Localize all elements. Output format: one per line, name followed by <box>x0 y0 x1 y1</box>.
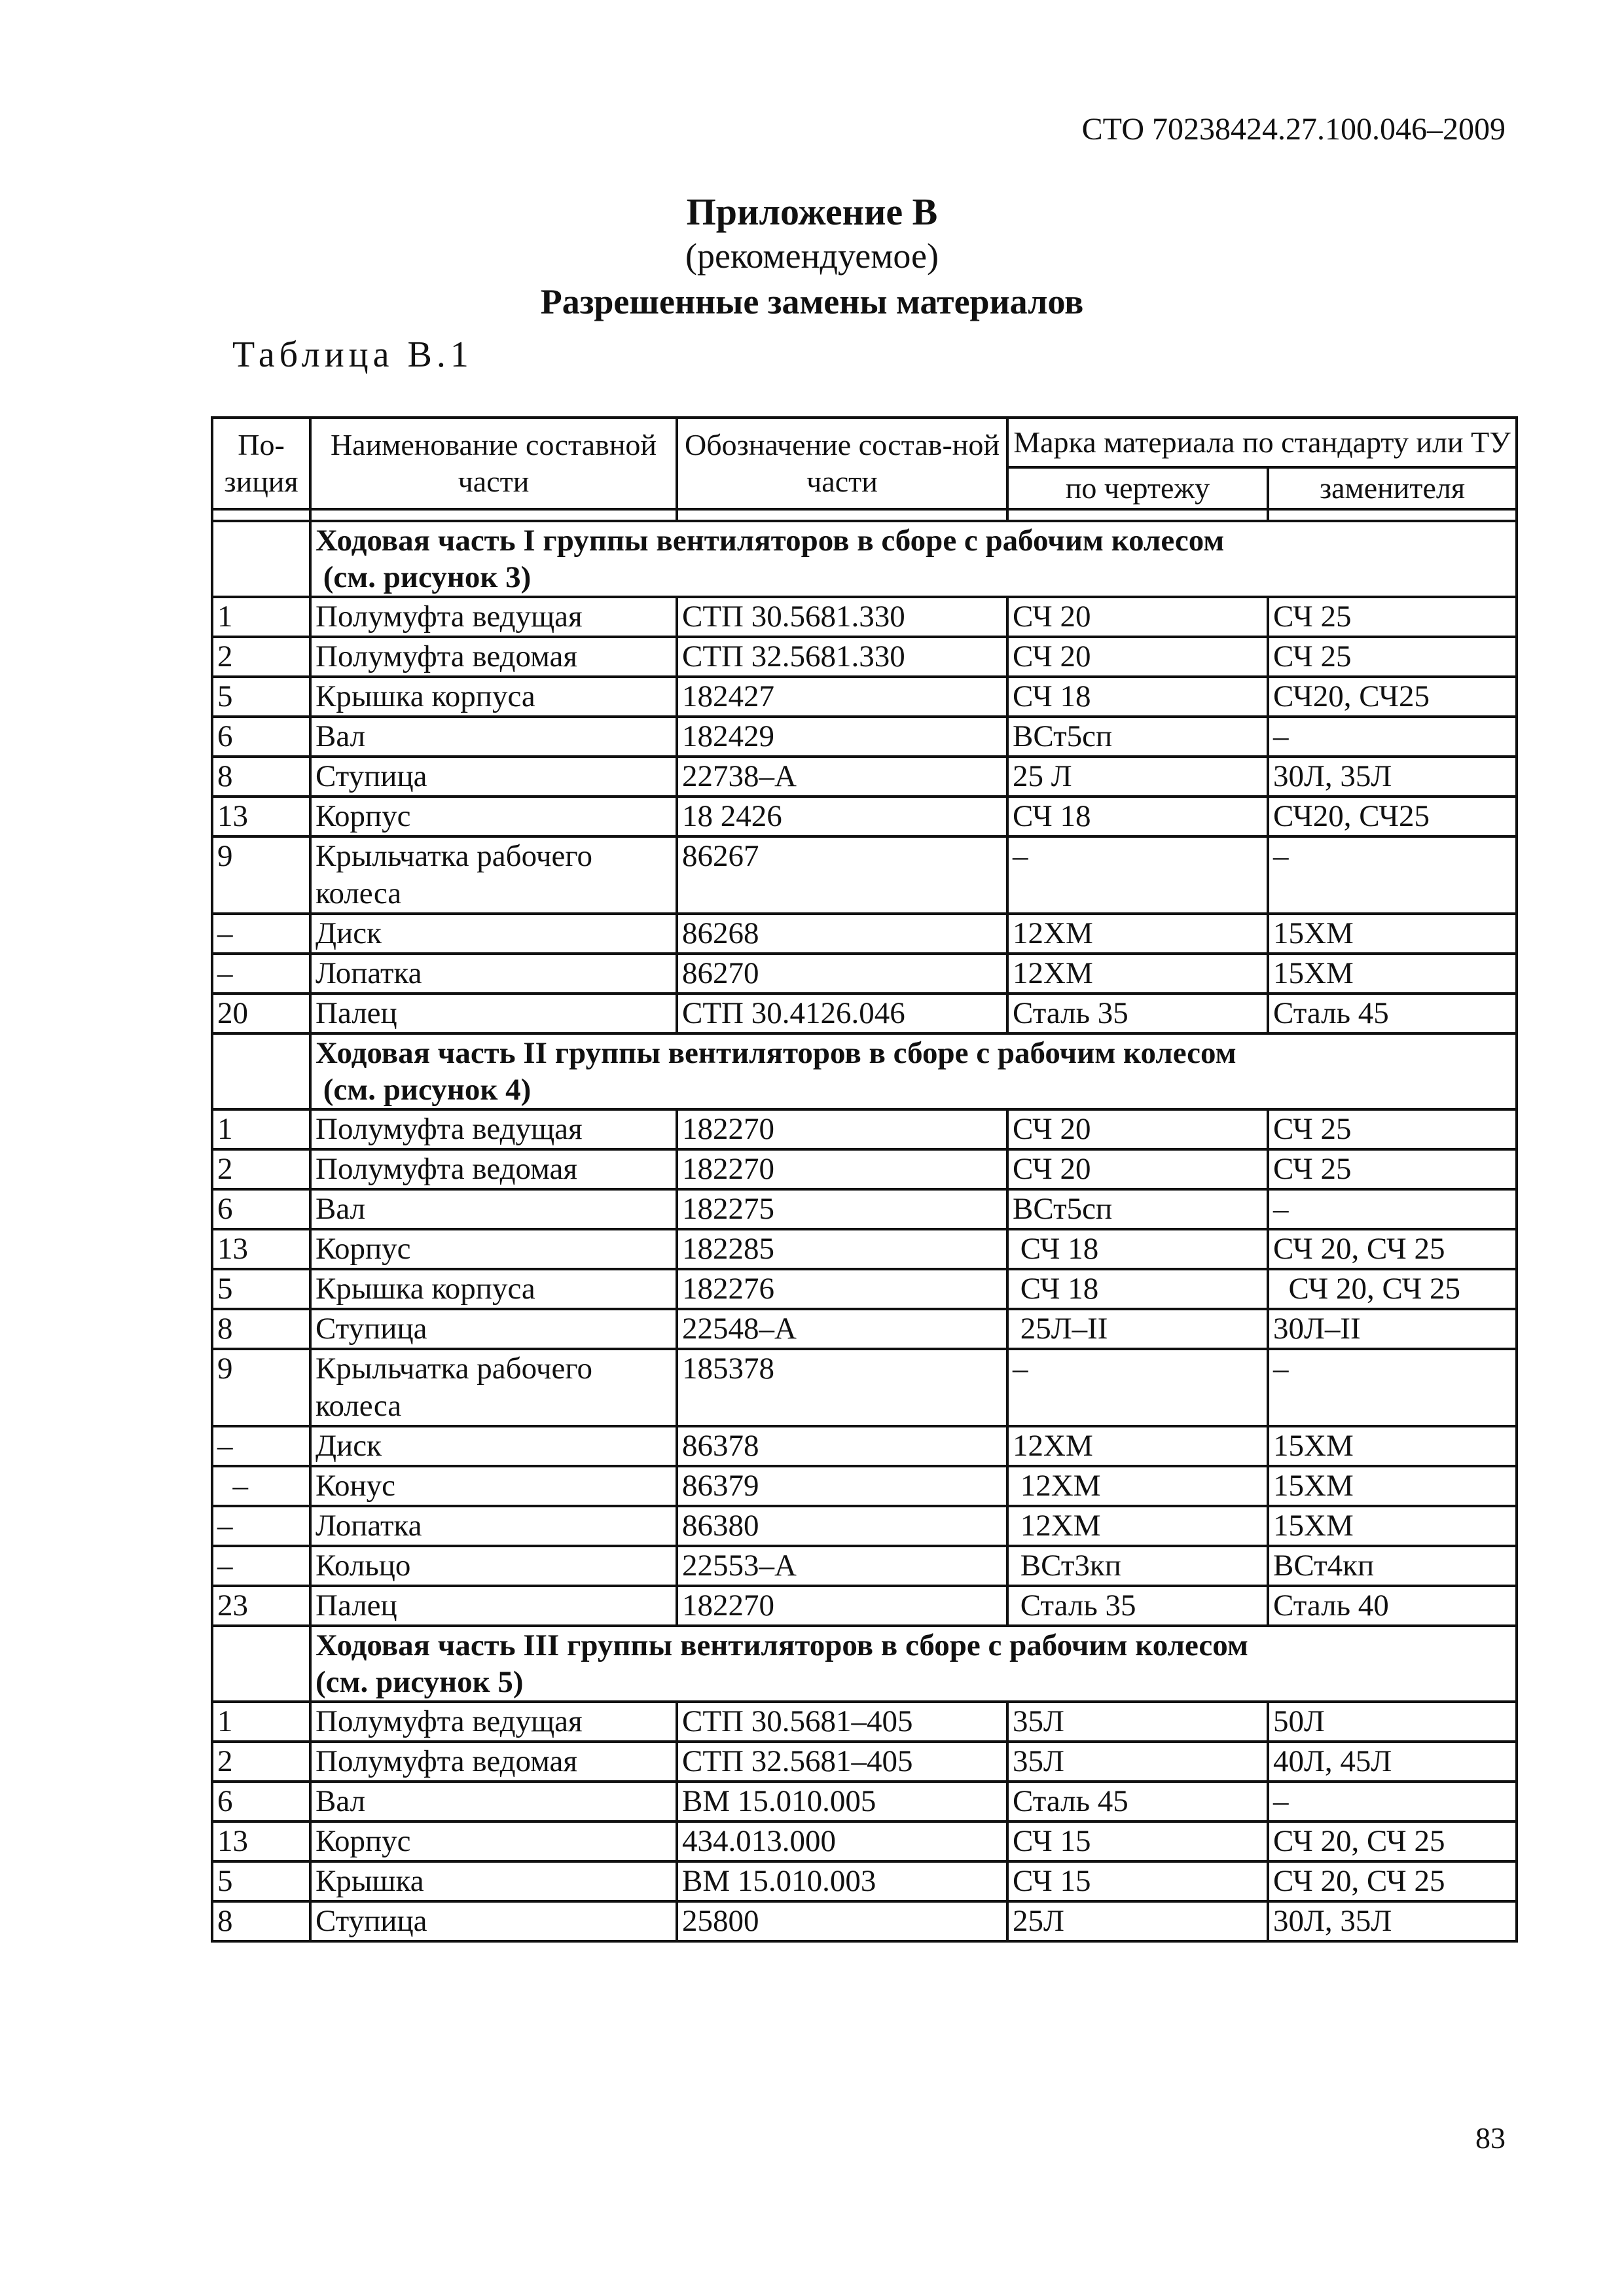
cell-material-substitute: – <box>1268 717 1517 757</box>
table-row <box>212 1782 1517 1821</box>
cell-material-substitute: 30Л, 35Л <box>1268 1901 1517 1941</box>
table-row <box>212 1702 1517 1742</box>
table-row <box>212 994 1517 1033</box>
group-header-row <box>212 1626 1517 1702</box>
table-row <box>212 797 1517 836</box>
cell-material-per-drawing: Сталь 45 <box>1007 1782 1268 1821</box>
document-code: СТО 70238424.27.100.046–2009 <box>1081 112 1506 147</box>
cell-material-substitute: СЧ 25 <box>1268 637 1517 677</box>
group-header-row <box>212 521 1517 597</box>
header-separator <box>212 509 1517 521</box>
cell-part-name: Лопатка <box>310 1506 677 1546</box>
cell-part-name: Кольцо <box>310 1546 677 1586</box>
table-row <box>212 836 1517 914</box>
table-row <box>212 1189 1517 1229</box>
cell-part-name: Полумуфта ведомая <box>310 637 677 677</box>
cell-position: – <box>212 954 310 994</box>
table-row <box>212 1149 1517 1189</box>
cell-part-name: Крышка корпуса <box>310 677 677 717</box>
appendix-subject: Разрешенные замены материалов <box>540 282 1084 321</box>
column-header-substitute: заменителя <box>1268 467 1517 509</box>
cell-material-per-drawing: СЧ 15 <box>1007 1861 1268 1901</box>
cell-part-name: Конус <box>310 1466 677 1506</box>
cell-designation: 86380 <box>677 1506 1007 1546</box>
cell-material-per-drawing: 35Л <box>1007 1742 1268 1782</box>
cell-part-name: Крышка <box>310 1861 677 1901</box>
cell-part-name: Полумуфта ведомая <box>310 1742 677 1782</box>
cell-position: 23 <box>212 1586 310 1626</box>
table-caption: Таблица В.1 <box>232 334 473 375</box>
cell-position: 13 <box>212 797 310 836</box>
column-header-per-drawing: по чертежу <box>1007 467 1268 509</box>
cell-designation: 86267 <box>677 836 1007 914</box>
cell-designation: 185378 <box>677 1349 1007 1426</box>
cell-position: 8 <box>212 1901 310 1941</box>
cell-position: 20 <box>212 994 310 1033</box>
cell-designation: 86378 <box>677 1426 1007 1466</box>
cell-material-per-drawing: Сталь 35 <box>1007 1586 1268 1626</box>
cell-material-substitute: 40Л, 45Л <box>1268 1742 1517 1782</box>
cell-designation: 182270 <box>677 1109 1007 1149</box>
cell-part-name: Диск <box>310 1426 677 1466</box>
cell-designation: 182270 <box>677 1586 1007 1626</box>
cell-material-per-drawing: СЧ 20 <box>1007 1109 1268 1149</box>
cell-position: 6 <box>212 717 310 757</box>
cell-designation: ВМ 15.010.005 <box>677 1782 1007 1821</box>
cell-position: – <box>212 914 310 954</box>
cell-material-per-drawing: Сталь 35 <box>1007 994 1268 1033</box>
cell-position: 5 <box>212 1861 310 1901</box>
cell-part-name: Крышка корпуса <box>310 1269 677 1309</box>
cell-designation: 25800 <box>677 1901 1007 1941</box>
cell-designation: 182270 <box>677 1149 1007 1189</box>
table-row <box>212 914 1517 954</box>
table-row <box>212 677 1517 717</box>
cell-position: 8 <box>212 757 310 797</box>
cell-material-per-drawing: СЧ 18 <box>1007 677 1268 717</box>
cell-part-name: Диск <box>310 914 677 954</box>
column-header-material-grade: Марка материала по стандарту или ТУ <box>1007 418 1517 467</box>
cell-part-name: Полумуфта ведущая <box>310 1702 677 1742</box>
cell-designation: 18 2426 <box>677 797 1007 836</box>
cell-material-substitute: 15ХМ <box>1268 1466 1517 1506</box>
appendix-title: Приложение В <box>686 190 938 233</box>
cell-designation: 182429 <box>677 717 1007 757</box>
cell-part-name: Ступица <box>310 1901 677 1941</box>
cell-material-per-drawing: ВСт5сп <box>1007 717 1268 757</box>
cell-material-substitute: СЧ 20, СЧ 25 <box>1268 1269 1517 1309</box>
cell-position: 2 <box>212 1742 310 1782</box>
table-row <box>212 1466 1517 1506</box>
cell-position: 2 <box>212 1149 310 1189</box>
cell-position: 8 <box>212 1309 310 1349</box>
cell-position: 5 <box>212 1269 310 1309</box>
cell-material-per-drawing: 12ХМ <box>1007 1466 1268 1506</box>
cell-material-per-drawing: – <box>1007 1349 1268 1426</box>
cell-position: – <box>212 1466 310 1506</box>
cell-position: 1 <box>212 1702 310 1742</box>
cell-position: 13 <box>212 1229 310 1269</box>
table-row <box>212 1229 1517 1269</box>
cell-designation: 22553–А <box>677 1546 1007 1586</box>
table-row <box>212 954 1517 994</box>
cell-material-substitute: СЧ20, СЧ25 <box>1268 797 1517 836</box>
cell-material-per-drawing: СЧ 20 <box>1007 1149 1268 1189</box>
cell-position: 5 <box>212 677 310 717</box>
cell-part-name: Палец <box>310 1586 677 1626</box>
cell-designation: 182285 <box>677 1229 1007 1269</box>
table-row <box>212 1349 1517 1426</box>
cell-material-substitute: СЧ 20, СЧ 25 <box>1268 1821 1517 1861</box>
table-row <box>212 1901 1517 1941</box>
cell-designation: 86268 <box>677 914 1007 954</box>
cell-part-name: Вал <box>310 1189 677 1229</box>
cell-material-substitute: – <box>1268 1782 1517 1821</box>
cell-part-name: Палец <box>310 994 677 1033</box>
cell-material-per-drawing: СЧ 18 <box>1007 1229 1268 1269</box>
cell-part-name: Крыльчатка рабочего колеса <box>310 1349 677 1426</box>
table-row <box>212 1309 1517 1349</box>
cell-designation: 182276 <box>677 1269 1007 1309</box>
cell-position: – <box>212 1426 310 1466</box>
cell-position: 1 <box>212 597 310 637</box>
cell-designation: 182427 <box>677 677 1007 717</box>
cell-part-name: Ступица <box>310 757 677 797</box>
cell-material-per-drawing: 25Л <box>1007 1901 1268 1941</box>
table-row <box>212 1586 1517 1626</box>
cell-material-substitute: 15ХМ <box>1268 914 1517 954</box>
cell-part-name: Корпус <box>310 797 677 836</box>
group-header-row <box>212 1033 1517 1109</box>
cell-part-name: Крыльчатка рабочего колеса <box>310 836 677 914</box>
cell-part-name: Полумуфта ведущая <box>310 1109 677 1149</box>
cell-material-per-drawing: СЧ 20 <box>1007 637 1268 677</box>
cell-designation: СТП 32.5681–405 <box>677 1742 1007 1782</box>
cell-position: 6 <box>212 1189 310 1229</box>
table-row <box>212 1506 1517 1546</box>
cell-material-per-drawing: СЧ 15 <box>1007 1821 1268 1861</box>
cell-position: 9 <box>212 1349 310 1426</box>
cell-material-substitute: СЧ 25 <box>1268 1109 1517 1149</box>
cell-position: 9 <box>212 836 310 914</box>
cell-part-name: Ступица <box>310 1309 677 1349</box>
cell-designation: СТП 32.5681.330 <box>677 637 1007 677</box>
cell-material-substitute: Сталь 45 <box>1268 994 1517 1033</box>
cell-material-per-drawing: 25Л–II <box>1007 1309 1268 1349</box>
table-row <box>212 717 1517 757</box>
cell-designation: 86379 <box>677 1466 1007 1506</box>
table-row <box>212 597 1517 637</box>
cell-designation: 182275 <box>677 1189 1007 1229</box>
cell-material-substitute: 15ХМ <box>1268 954 1517 994</box>
cell-material-per-drawing: СЧ 20 <box>1007 597 1268 637</box>
table-row <box>212 1109 1517 1149</box>
group-title: Ходовая часть I группы вентиляторов в сборе с рабочим колесом (см. рисунок 3) <box>310 521 1517 597</box>
materials-substitution-table <box>211 416 1518 1943</box>
cell-part-name: Вал <box>310 1782 677 1821</box>
cell-position: 13 <box>212 1821 310 1861</box>
cell-material-per-drawing: 12ХМ <box>1007 1426 1268 1466</box>
cell-material-substitute: – <box>1268 1349 1517 1426</box>
cell-part-name: Полумуфта ведущая <box>310 597 677 637</box>
column-header-position: По- зиция <box>212 418 310 509</box>
cell-material-substitute: – <box>1268 1189 1517 1229</box>
cell-material-substitute: СЧ20, СЧ25 <box>1268 677 1517 717</box>
cell-designation: СТП 30.5681–405 <box>677 1702 1007 1742</box>
group-position-cell <box>212 1626 310 1702</box>
table-row <box>212 757 1517 797</box>
cell-material-substitute: – <box>1268 836 1517 914</box>
table-row <box>212 1269 1517 1309</box>
cell-material-substitute: СЧ 25 <box>1268 597 1517 637</box>
cell-material-per-drawing: СЧ 18 <box>1007 1269 1268 1309</box>
table-row <box>212 637 1517 677</box>
cell-designation: 86270 <box>677 954 1007 994</box>
cell-material-substitute: 15ХМ <box>1268 1426 1517 1466</box>
cell-position: 2 <box>212 637 310 677</box>
cell-position: – <box>212 1506 310 1546</box>
page-number: 83 <box>1475 2121 1506 2155</box>
group-title: Ходовая часть II группы вентиляторов в сборе с рабочим колесом (см. рисунок 4) <box>310 1033 1517 1109</box>
cell-material-substitute: СЧ 20, СЧ 25 <box>1268 1861 1517 1901</box>
table-row <box>212 1861 1517 1901</box>
column-header-designation: Обозначение состав-ной части <box>677 418 1007 509</box>
cell-material-per-drawing: 12ХМ <box>1007 1506 1268 1546</box>
cell-designation: 22738–А <box>677 757 1007 797</box>
cell-part-name: Полумуфта ведомая <box>310 1149 677 1189</box>
cell-part-name: Корпус <box>310 1229 677 1269</box>
cell-designation: 434.013.000 <box>677 1821 1007 1861</box>
cell-position: 1 <box>212 1109 310 1149</box>
cell-material-substitute: 30Л, 35Л <box>1268 757 1517 797</box>
cell-part-name: Вал <box>310 717 677 757</box>
cell-position: 6 <box>212 1782 310 1821</box>
table-row <box>212 1426 1517 1466</box>
table-row <box>212 1742 1517 1782</box>
cell-material-substitute: СЧ 20, СЧ 25 <box>1268 1229 1517 1269</box>
cell-designation: СТП 30.4126.046 <box>677 994 1007 1033</box>
cell-designation: ВМ 15.010.003 <box>677 1861 1007 1901</box>
cell-material-per-drawing: 25 Л <box>1007 757 1268 797</box>
cell-material-per-drawing: 35Л <box>1007 1702 1268 1742</box>
cell-position: – <box>212 1546 310 1586</box>
cell-designation: СТП 30.5681.330 <box>677 597 1007 637</box>
cell-material-substitute: 50Л <box>1268 1702 1517 1742</box>
column-header-name: Наименование составной части <box>310 418 677 509</box>
cell-material-substitute: 15ХМ <box>1268 1506 1517 1546</box>
table-row <box>212 1546 1517 1586</box>
cell-material-substitute: ВСт4кп <box>1268 1546 1517 1586</box>
cell-designation: 22548–А <box>677 1309 1007 1349</box>
table-body <box>212 509 1517 1941</box>
table-row <box>212 1821 1517 1861</box>
cell-material-substitute: 30Л–II <box>1268 1309 1517 1349</box>
appendix-status: (рекомендуемое) <box>685 236 939 276</box>
cell-material-per-drawing: ВСт3кп <box>1007 1546 1268 1586</box>
cell-material-substitute: СЧ 25 <box>1268 1149 1517 1189</box>
cell-part-name: Лопатка <box>310 954 677 994</box>
cell-material-per-drawing: 12ХМ <box>1007 954 1268 994</box>
cell-part-name: Корпус <box>310 1821 677 1861</box>
group-position-cell <box>212 521 310 597</box>
group-title: Ходовая часть III группы вентиляторов в сборе с рабочим колесом (см. рисунок 5) <box>310 1626 1517 1702</box>
cell-material-per-drawing: ВСт5сп <box>1007 1189 1268 1229</box>
cell-material-substitute: Сталь 40 <box>1268 1586 1517 1626</box>
group-position-cell <box>212 1033 310 1109</box>
cell-material-per-drawing: 12ХМ <box>1007 914 1268 954</box>
cell-material-per-drawing: – <box>1007 836 1268 914</box>
cell-material-per-drawing: СЧ 18 <box>1007 797 1268 836</box>
